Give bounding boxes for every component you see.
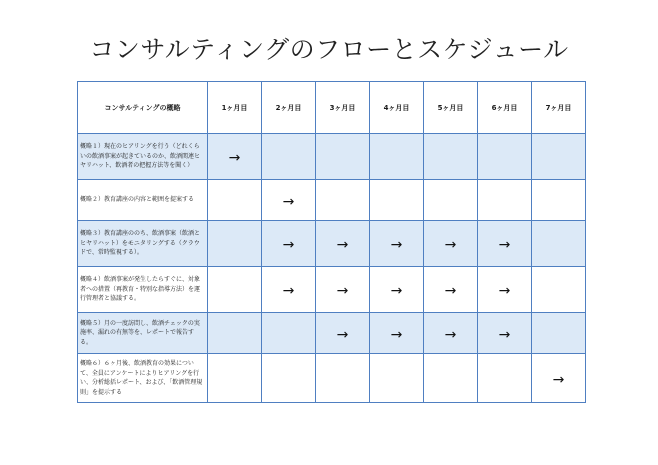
arrow-icon: →	[282, 193, 295, 210]
arrow-icon: →	[444, 326, 457, 343]
month-7-cell	[532, 354, 586, 403]
month-6-cell	[478, 313, 532, 354]
month-6-cell	[478, 221, 532, 267]
month-1-cell	[208, 313, 262, 354]
arrow-icon: →	[282, 237, 295, 253]
header-month-1: 1ヶ月目	[208, 82, 262, 134]
header-month-3: 3ヶ月目	[316, 82, 370, 134]
month-7-cell	[532, 267, 586, 313]
month-1-cell	[208, 221, 262, 267]
month-6-cell	[478, 267, 532, 313]
month-2-cell	[262, 267, 316, 313]
arrow-icon: →	[282, 283, 295, 299]
table-row	[78, 354, 586, 403]
overview-cell: 概略３）教育講座ののち、飲酒事案（飲酒とヒヤリハット）をモニタリングする（クラウドで、常時監視する）。	[78, 221, 208, 267]
table-row	[78, 313, 586, 354]
overview-cell: 概略６）６ヶ月後、飲酒教育の効果について、全員にアンケートによりヒアリングを行い、分析総括レポート、および、「飲酒管理規則」を提示する	[78, 354, 208, 403]
month-3-cell	[316, 180, 370, 221]
arrow-icon: →	[444, 237, 457, 253]
month-3-cell	[316, 313, 370, 354]
month-3-cell	[316, 354, 370, 403]
month-5-cell	[424, 354, 478, 403]
table-row	[78, 221, 586, 267]
overview-cell: 概略４）飲酒事案が発生したらすぐに、対象者への措置（再教育・特別な指導方法）を運行管理者と協議する。	[78, 267, 208, 313]
table-row	[78, 267, 586, 313]
overview-cell: 概略５）月の一度訪問し、飲酒チェックの実施率、漏れの有無等を、レポートで報告する。	[78, 313, 208, 354]
arrow-icon: →	[228, 150, 241, 166]
month-3-cell	[316, 267, 370, 313]
header-month-4: 4ヶ月目	[370, 82, 424, 134]
month-2-cell	[262, 134, 316, 180]
overview-cell: 概略１）現在のヒアリングを行う（どれくらいの飲酒事案が起きているのか、飲酒関連ヒヤリハット、飲酒者の把握方法等を聞く）	[78, 134, 208, 180]
header-month-5: 5ヶ月目	[424, 82, 478, 134]
table-row	[78, 134, 586, 180]
month-6-cell	[478, 180, 532, 221]
arrow-icon: →	[498, 237, 511, 253]
header-month-7: 7ヶ月目	[532, 82, 586, 134]
month-5-cell	[424, 134, 478, 180]
arrow-icon: →	[336, 326, 349, 343]
schedule-table	[77, 81, 586, 403]
month-7-cell	[532, 313, 586, 354]
arrow-icon: →	[444, 283, 457, 299]
month-4-cell	[370, 313, 424, 354]
month-4-cell	[370, 134, 424, 180]
header-row	[78, 82, 586, 134]
month-1-cell	[208, 180, 262, 221]
header-month-6: 6ヶ月目	[478, 82, 532, 134]
page-title: コンサルティングのフローとスケジュール	[89, 35, 569, 64]
month-5-cell	[424, 221, 478, 267]
month-4-cell	[370, 267, 424, 313]
month-4-cell	[370, 180, 424, 221]
month-1-cell	[208, 267, 262, 313]
month-2-cell	[262, 354, 316, 403]
month-1-cell	[208, 134, 262, 180]
arrow-icon: →	[552, 371, 565, 388]
month-3-cell	[316, 221, 370, 267]
arrow-icon: →	[390, 283, 403, 299]
header-month-2: 2ヶ月目	[262, 82, 316, 134]
month-7-cell	[532, 134, 586, 180]
arrow-icon: →	[390, 326, 403, 343]
month-7-cell	[532, 221, 586, 267]
month-2-cell	[262, 313, 316, 354]
month-2-cell	[262, 180, 316, 221]
month-4-cell	[370, 354, 424, 403]
month-5-cell	[424, 267, 478, 313]
month-7-cell	[532, 180, 586, 221]
month-3-cell	[316, 134, 370, 180]
arrow-icon: →	[336, 283, 349, 299]
month-4-cell	[370, 221, 424, 267]
month-6-cell	[478, 354, 532, 403]
table-row	[78, 180, 586, 221]
arrow-icon: →	[390, 237, 403, 253]
month-1-cell	[208, 354, 262, 403]
arrow-icon: →	[498, 283, 511, 299]
month-5-cell	[424, 313, 478, 354]
month-2-cell	[262, 221, 316, 267]
month-5-cell	[424, 180, 478, 221]
month-6-cell	[478, 134, 532, 180]
overview-cell: 概略２）教育講座の内容と範囲を提案する	[78, 180, 208, 221]
arrow-icon: →	[498, 326, 511, 343]
arrow-icon: →	[336, 237, 349, 253]
header-overview: コンサルティングの概略	[78, 82, 208, 134]
